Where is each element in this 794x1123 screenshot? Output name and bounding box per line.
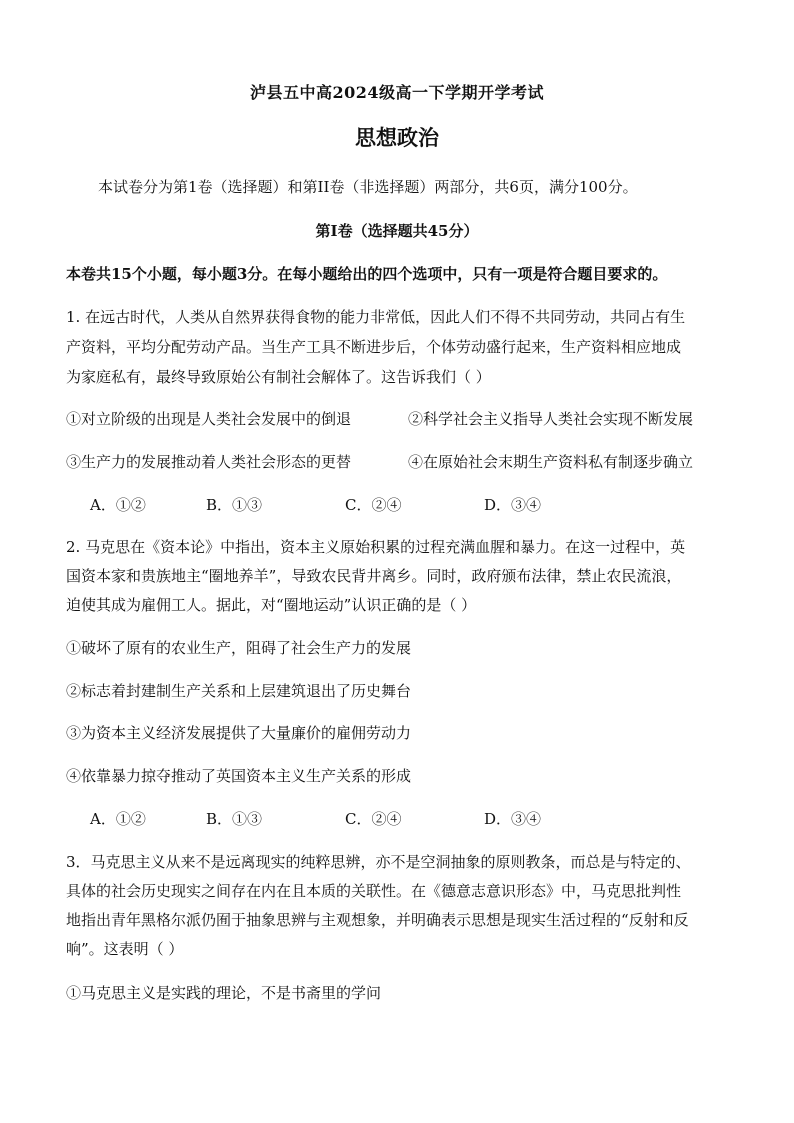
q3-stem-line-4: 响”。这表明（ ） [66, 940, 184, 958]
subject-title: 思想政治 [355, 125, 439, 150]
q1-stem-line-2: 产资料，平均分配劳动产品。当生产工具不断进步后，个体劳动盛行起来，生产资料相应地成 [66, 338, 682, 356]
q3-option-1: ①马克思主义是实践的理论，不是书斋里的学问 [66, 984, 382, 1002]
q1-option-4: ④在原始社会末期生产资料私有制逐步确立 [408, 453, 694, 471]
q2-choice-b: B．①③ [206, 810, 263, 828]
q2-option-4: ④依靠暴力掠夺推动了英国资本主义生产关系的形成 [66, 767, 412, 785]
q2-stem-line-2: 国资本家和贵族地主“圈地养羊”，导致农民背井离乡。同时，政府颁布法律，禁止农民流浪， [66, 567, 682, 585]
q2-option-3: ③为资本主义经济发展提供了大量廉价的雇佣劳动力 [66, 724, 412, 742]
q2-option-1: ①破坏了原有的农业生产，阻碍了社会生产力的发展 [66, 639, 412, 657]
q2-stem-line-3: 迫使其成为雇佣工人。据此，对“圈地运动”认识正确的是（ ） [66, 596, 477, 614]
q3-stem-line-1: 3．马克思主义从来不是远离现实的纯粹思辨，亦不是空洞抽象的原则教条，而总是与特定的、 [66, 853, 691, 871]
q3-stem-line-2: 具体的社会历史现实之间存在内在且本质的关联性。在《德意志意识形态》中，马克思批判性 [66, 882, 682, 900]
q2-choice-c: C．②④ [345, 810, 402, 828]
q1-choice-c: C．②④ [345, 496, 402, 514]
q1-choice-b: B．①③ [206, 496, 263, 514]
q1-stem-line-1: 1. 在远古时代，人类从自然界获得食物的能力非常低，因此人们不得不共同劳动，共同占有生 [66, 308, 686, 326]
q2-stem-line-1: 2. 马克思在《资本论》中指出，资本主义原始积累的过程充满血腥和暴力。在这一过程中，英 [66, 538, 686, 556]
q2-choice-a: A．①② [90, 810, 146, 828]
q2-option-2: ②标志着封建制生产关系和上层建筑退出了历史舞台 [66, 682, 412, 700]
q2-choice-d: D．③④ [484, 810, 542, 828]
section-instruction: 本卷共15个小题，每小题3分。在每小题给出的四个选项中，只有一项是符合题目要求的。 [66, 265, 668, 283]
section-title: 第I卷（选择题共45分） [315, 222, 479, 240]
exam-intro: 本试卷分为第1卷（选择题）和第II卷（非选择题）两部分，共6页，满分100分。 [98, 178, 638, 196]
q1-choice-a: A．①② [90, 496, 146, 514]
q1-option-1: ①对立阶级的出现是人类社会发展中的倒退 [66, 410, 352, 428]
q3-stem-line-3: 地指出青年黑格尔派仍囿于抽象思辨与主观想象，并明确表示思想是现实生活过程的“反射和反 [66, 911, 689, 929]
q1-option-2: ②科学社会主义指导人类社会实现不断发展 [408, 410, 694, 428]
q1-choice-d: D．③④ [484, 496, 542, 514]
exam-title: 泸县五中高2024级高一下学期开学考试 [249, 83, 545, 102]
q1-stem-line-3: 为家庭私有，最终导致原始公有制社会解体了。这告诉我们（ ） [66, 368, 491, 386]
q1-option-3: ③生产力的发展推动着人类社会形态的更替 [66, 453, 352, 471]
